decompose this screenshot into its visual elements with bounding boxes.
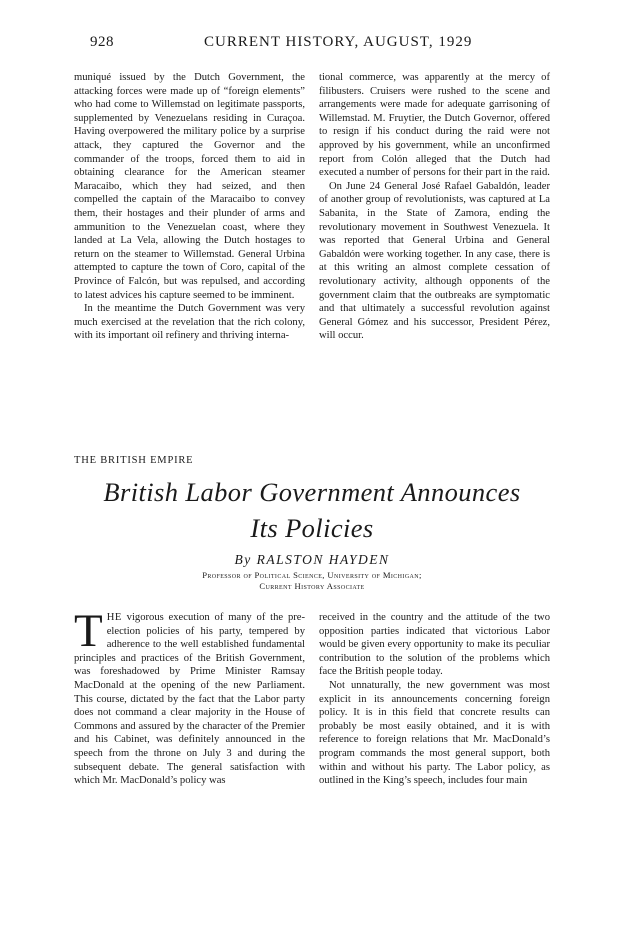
- running-head: [78, 34, 554, 52]
- article-right-column: [319, 611, 550, 788]
- lead-paragraph: [74, 605, 305, 788]
- journal-title: CURRENT HISTORY, AUGUST, 1929: [204, 34, 473, 50]
- affiliation-line: Professor of Political Science, University of Michigan;: [202, 570, 422, 580]
- paragraph: Not unnaturally, the new government was most explicit in its announcements concerning foreign policy. It is in this field that concrete results can probably be most easily obtained, and it is with reference to foreign relations that Mr. MacDonald’s program commands the most general support, both within and without his party. The Labor policy, as outlined in the King’s speech, includes four main: [319, 679, 550, 787]
- article-left-column: [74, 605, 305, 788]
- lead-text: vigorous execution of many of the pre-election policies of his party, tempered by adherence to the well established fundamental principles and practices of the British Government, was foreshadowed by Prime Minister Ramsay MacDonald at the opening of the new Parliament. This course, dictated by the fact that the Labor party does not command a clear majority in the House of Commons and assured by the character of the Premier and his Cabinet, was definitely announced in the speech from the throne on July 3 and during the subsequent debate. The general satisfaction with which Mr. MacDonald’s policy was: [74, 612, 305, 787]
- paragraph: On June 24 General José Rafael Gabaldón, leader of another group of revolutionists, was captured at La Sabanita, in the State of Zamora, ending the revolutionary movement in Southwest Venezuela. It was reported that General Urbina and General Gabaldón were working together. In any case, there is at this writing an almost complete cessation of revolutionary activity, although opponents of the government claim that the outbreaks are symptomatic and that ultimately a successful revolution against General Gómez and his successor, President Pérez, will occur.: [319, 180, 550, 342]
- byline: By RALSTON HAYDEN: [234, 552, 390, 567]
- headline-line: British Labor Government Announces: [103, 477, 521, 507]
- section-label: THE BRITISH EMPIRE: [74, 455, 194, 466]
- article-headline: [74, 474, 550, 546]
- headline-line: Its Policies: [250, 513, 374, 543]
- previous-article-left-column: [74, 71, 305, 343]
- affiliation-line: Current History Associate: [259, 580, 365, 591]
- drop-cap: T: [74, 605, 103, 657]
- paragraph: muniqué issued by the Dutch Government, the attacking forces were made up of “foreign elements” who had come to Willemstad on legitimate passports, supplemented by Venezuelans residing in Curaçoa. Having overpowered the military police by a surprise attack, they captured the Governor and the commander of the troops, forced them to aid in obtaining clearance for the American steamer Maracaibo, which they had seized, and then compelled the captain of the Maracaibo to convey them, their hostages and their plunder of arms and ammunition to the Venezuelan coast, where they landed at La Vela, allowing the Dutch hostages to return on the steamer to Willemstad. General Urbina attempted to capture the town of Coro, capital of the Province of Falcón, but was repulsed, and according to latest advices his capture seemed to be imminent.: [74, 72, 305, 301]
- paragraph: tional commerce, was apparently at the mercy of filibusters. Cruisers were rushed to the scene and arrangements were made for adequate garrisoning of Willemstad. M. Fruytier, the Dutch Governor, offered to resign if his conduct during the raid were not approved by his government, while an unconfirmed report from Colón alleged that the Dutch had executed a number of persons for their part in the raid.: [319, 72, 550, 179]
- page-number: 928: [90, 34, 114, 50]
- paragraph: received in the country and the attitude of the two opposition parties indicated that victorious Labor would be given every opportunity to make its peculiar contribution to the solution of the problems which face the British people today.: [319, 612, 550, 678]
- previous-article-right-column: [319, 71, 550, 343]
- author-affiliation: [74, 570, 550, 591]
- lead-caps: HE: [106, 612, 122, 623]
- paragraph: In the meantime the Dutch Government was very much exercised at the revelation that the rich colony, with its important oil refinery and thriving interna-: [74, 303, 305, 342]
